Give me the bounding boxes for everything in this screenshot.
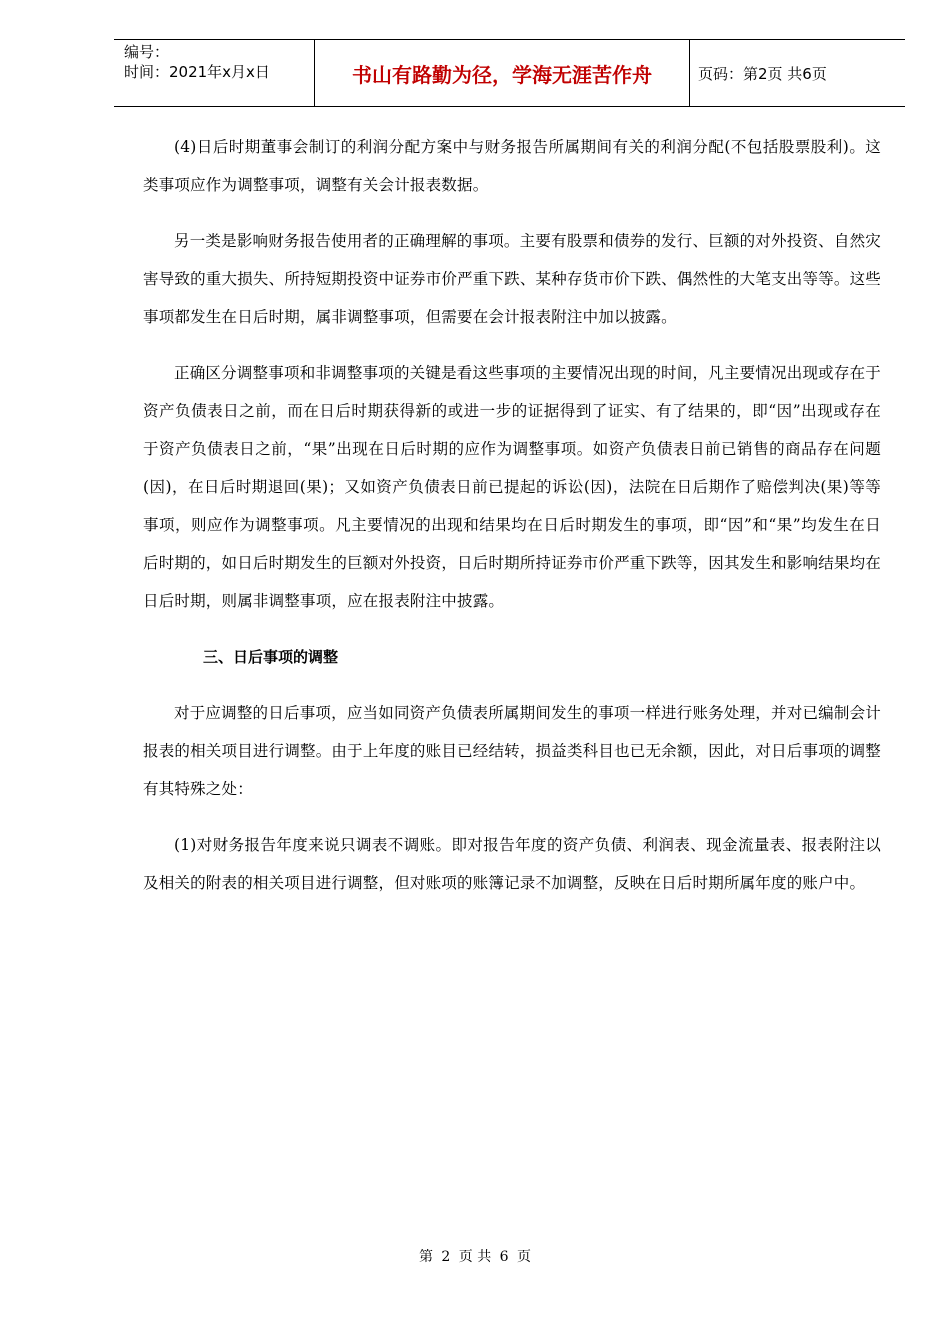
page-header [114, 39, 905, 107]
paragraph: (1)对财务报告年度来说只调表不调账。即对报告年度的资产负债、利润表、现金流量表、报表附注以及相关的附表的相关项目进行调整，但对账项的账簿记录不加调整，反映在日后时期所属年度的账户中。 [143, 836, 881, 892]
page-footer [0, 1246, 950, 1266]
section-heading: 三、日后事项的调整 [203, 648, 339, 666]
header-meta [114, 40, 315, 106]
header-page-info: 页码：第2页 共6页 [698, 64, 827, 83]
document-date: 时间：2021年x月x日 [124, 63, 270, 81]
document-number: 编号： [124, 43, 170, 61]
footer-mid: 页 共 [458, 1249, 492, 1265]
paragraph: (4)日后时期董事会制订的利润分配方案中与财务报告所属期间有关的利润分配(不包括股票股利)。这类事项应作为调整事项，调整有关会计报表数据。 [143, 138, 881, 194]
footer-prefix: 第 [418, 1249, 433, 1265]
document-body [143, 128, 881, 920]
paragraph: 另一类是影响财务报告使用者的正确理解的事项。主要有股票和债券的发行、巨额的对外投资、自然灾害导致的重大损失、所持短期投资中证券市价严重下跌、某种存货市价下跌、偶然性的大笔支出等等。这些事项都发生在日后时期，属非调整事项，但需要在会计报表附注中加以披露。 [143, 232, 881, 326]
footer-page-number: 2 [441, 1249, 451, 1265]
paragraph: 正确区分调整事项和非调整事项的关键是看这些事项的主要情况出现的时间，凡主要情况出现或存在于资产负债表日之前，而在日后时期获得新的或进一步的证据得到了证实、有了结果的，即“因”出现或存在于资产负债表日之前，“果”出现在日后时期的应作为调整事项。如资产负债表日前已销售的商品存在问题(因)，在日后时期退回(果)；又如资产负债表日前已提起的诉讼(因)，法院在日后期作了赔偿判决(果)等等事项，则应作为调整事项。凡主要情况的出现和结果均在日后时期发生的事项，即“因”和“果”均发生在日后时期的，如日后时期发生的巨额对外投资，日后时期所持证券市价严重下跌等，因其发生和影响结果均在日后时期，则属非调整事项，应在报表附注中披露。 [143, 364, 881, 610]
header-motto: 书山有路勤为径，学海无涯苦作舟 [315, 40, 690, 106]
footer-suffix: 页 [517, 1249, 532, 1265]
paragraph: 对于应调整的日后事项，应当如同资产负债表所属期间发生的事项一样进行账务处理，并对已编制会计报表的相关项目进行调整。由于上年度的账目已经结转，损益类科目也已无余额，因此，对日后事项的调整有其特殊之处： [143, 704, 881, 798]
footer-total-pages: 6 [499, 1249, 509, 1265]
